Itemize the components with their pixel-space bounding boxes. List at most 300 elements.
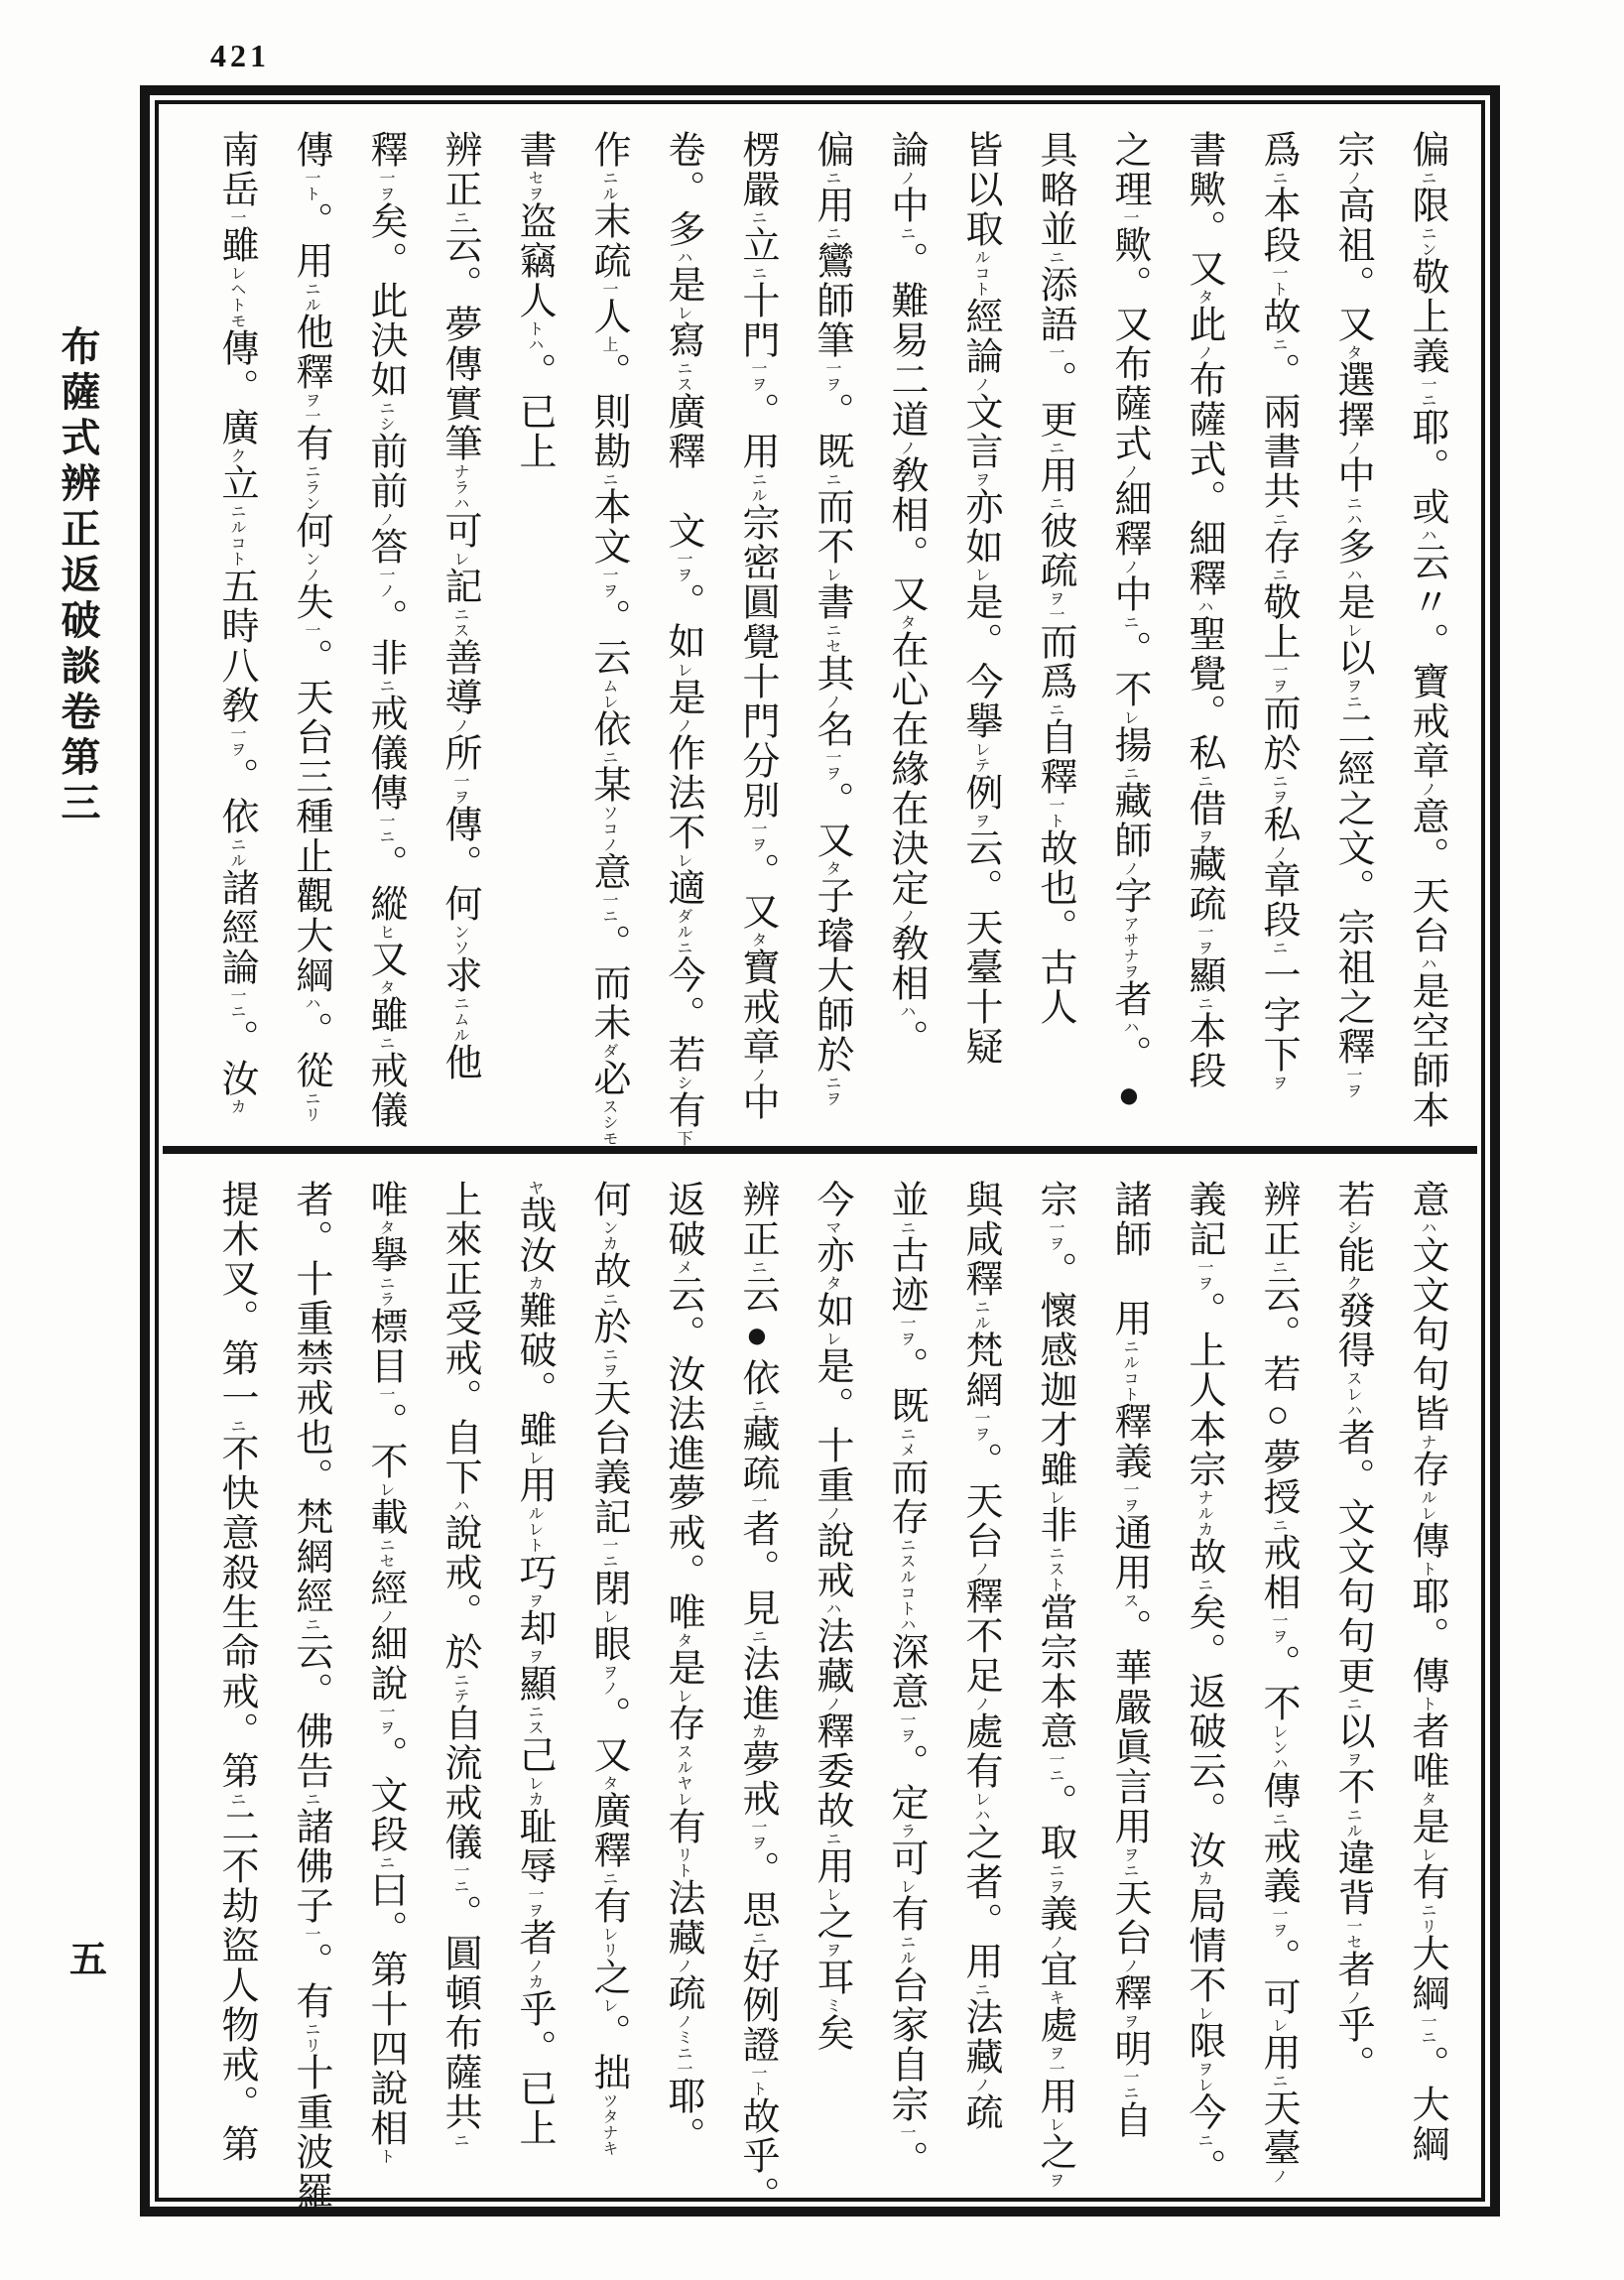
kunten-annotation: ヒ <box>377 924 394 940</box>
kunten-annotation: 一ヲ <box>823 749 840 781</box>
kunten-annotation: ノ <box>972 2077 989 2092</box>
text-area <box>163 108 1477 2216</box>
kunten-annotation: ニル <box>1344 1807 1361 1838</box>
kunten-annotation: ノ <box>823 1505 840 1521</box>
kunten-annotation: レリ <box>600 1926 617 1958</box>
text-column: 宗一ヲ。懷感迦才雖レ非ニスト當宗本意一ニ。取ニヲ義ノ宜キ處ヲ一用レ之ヲ <box>1034 1180 1075 2188</box>
kunten-annotation: ニラン <box>303 463 319 511</box>
kunten-annotation: ト <box>377 2148 394 2164</box>
kunten-annotation: ルレト <box>526 1505 543 1553</box>
kunten-annotation: ニ <box>228 1791 245 1807</box>
kunten-annotation: ニ <box>377 1854 394 1870</box>
kunten-annotation: ノ <box>1121 860 1138 876</box>
kunten-annotation: ニ <box>749 209 766 225</box>
kunten-annotation: ニ <box>1270 511 1287 527</box>
kunten-annotation: ヲ <box>972 813 989 828</box>
kunten-annotation: アサナヲ <box>1121 916 1138 979</box>
kunten-annotation: レ <box>1121 709 1138 725</box>
kunten-annotation: ノ <box>1344 1989 1361 2005</box>
kunten-annotation: ハ <box>303 995 319 1011</box>
text-column: 辨正ニ云●依ニ藏疏一者。見ニ法進カ夢戒一ヲ。思ニ好例證一ト故乎。 <box>736 1180 778 2216</box>
kunten-annotation: ニムル <box>451 995 468 1043</box>
kunten-annotation: ルコト <box>972 249 989 297</box>
kunten-annotation: 一ニ <box>1047 1751 1063 1783</box>
kunten-annotation: ノ <box>972 1561 989 1577</box>
kunten-annotation: ハ <box>1121 1019 1138 1035</box>
kunten-annotation: レ <box>377 1481 394 1497</box>
kunten-annotation: ス <box>1121 1592 1138 1608</box>
kunten-annotation: ニル <box>600 170 617 201</box>
kunten-annotation: ニ <box>228 1418 245 1434</box>
page-border-outer <box>140 85 1500 2217</box>
kunten-annotation: ムレ <box>600 678 617 709</box>
kunten-annotation: ハ <box>1419 955 1436 971</box>
kunten-annotation: ニル <box>228 836 245 868</box>
kunten-annotation: ニリ <box>303 2021 319 2053</box>
kunten-annotation: ニ <box>1270 170 1287 186</box>
kunten-annotation: スレハ <box>1344 1370 1361 1418</box>
text-column: 南岳一雖レヘトモ傳。廣ク立ニルコト五時八敎一ヲ。依ニル諸經論一ニ。汝カ <box>215 130 257 1114</box>
kunten-annotation: ニ <box>1047 249 1063 265</box>
kunten-annotation: 一ト <box>303 170 319 201</box>
kunten-annotation: レ <box>600 1997 617 2013</box>
kunten-annotation: ニメ <box>898 1426 915 1457</box>
kunten-annotation: ニテ <box>451 1672 468 1704</box>
kunten-annotation: ニヲ <box>600 1346 617 1378</box>
kunten-annotation: 一ヲ <box>1270 662 1287 694</box>
kunten-annotation: ニ <box>303 1791 319 1807</box>
kunten-annotation: ンカ <box>600 1219 617 1251</box>
kunten-annotation: 一 <box>303 1926 319 1942</box>
text-column: 楞嚴ニ立ニ十門一ヲ。用ニル宗密圓覺十門分別一ヲ。又タ寶戒章ノ中 <box>736 130 778 1122</box>
text-column: 皆以取ルコト經論ノ文言ヲ亦如レ是。今擧レテ例ヲ云。天臺十疑 <box>959 130 1001 1067</box>
kunten-annotation: ニリ <box>1419 1902 1436 1934</box>
kunten-annotation: ニ <box>1047 495 1063 511</box>
kunten-annotation: ノ <box>1121 559 1138 574</box>
kunten-annotation: レ <box>1047 2116 1063 2132</box>
kunten-annotation: ニ <box>451 2132 468 2148</box>
kunten-annotation: ナラハ <box>451 463 468 511</box>
kunten-annotation: シ <box>1344 1219 1361 1235</box>
kunten-annotation: 一ト <box>749 2065 766 2096</box>
kunten-annotation: 一ヲ <box>377 1704 394 1735</box>
kunten-annotation: ニ <box>1121 614 1138 630</box>
kunten-annotation: ノ <box>1121 1958 1138 1973</box>
kunten-annotation: ニ <box>303 1616 319 1632</box>
kunten-annotation: シ <box>675 1075 691 1090</box>
kunten-annotation: ヲ <box>823 1942 840 1958</box>
kunten-annotation: 一ヲ <box>526 1886 543 1918</box>
kunten-annotation: ニ <box>1270 1811 1287 1827</box>
text-column: 諸師 用ニルコト釋義一ヲ通用ス。華嚴眞言用ヲニ天台ノ釋ヲ明一ニ自 <box>1108 1180 1150 2140</box>
kunten-annotation: ニン <box>1419 225 1436 257</box>
kunten-annotation: ニ <box>1270 1517 1287 1533</box>
kunten-annotation: ニルコト <box>1121 1338 1138 1402</box>
kunten-annotation: マ <box>823 1219 840 1235</box>
kunten-annotation: ノ <box>1121 463 1138 479</box>
lower-text-block <box>163 1180 1477 2216</box>
kunten-annotation: レンハ <box>1270 1723 1287 1771</box>
text-column: 辨正ニ云。夢傳實筆ナラハ可レ記ニス善導ノ所一ヲ傳。何ンソ求ニムル他 <box>438 130 480 1082</box>
kunten-annotation: ニス <box>451 606 468 638</box>
kunten-annotation: カ <box>1195 1870 1212 1886</box>
kunten-annotation: ノミニ一 <box>675 2013 691 2077</box>
text-column: 之理一歟。又布薩式ノ細釋ノ中ニ。不レ揚ニ藏師ノ字アサナヲ者ハ。● <box>1108 130 1150 1118</box>
kunten-annotation: レ <box>823 1886 840 1902</box>
kunten-annotation: 一ニ <box>377 813 394 844</box>
kunten-annotation: ニ <box>1121 765 1138 781</box>
kunten-annotation: ニシ <box>377 400 394 432</box>
kunten-annotation: 一ヲ <box>898 1711 915 1743</box>
text-column: 作ニル末疏一人上。則勘ニ本文一ヲ。云ムレ依ニ某ソコノ意一ニ。而未ダ必スシモ <box>587 130 629 1146</box>
kunten-annotation: 一セ <box>1344 1918 1361 1950</box>
text-column: 今マ亦タ如レ是。十重ノ說戒ハ法藏ノ釋委故ニ用レ之ヲ耳ミ矣 <box>811 1180 852 2053</box>
kunten-annotation: ノ <box>1344 170 1361 186</box>
kunten-annotation: ニハ <box>1344 495 1361 527</box>
kunten-annotation: ニヲ <box>1270 773 1287 805</box>
kunten-annotation: ク <box>228 447 245 463</box>
kunten-annotation: 一 <box>600 281 617 297</box>
kunten-annotation: 一ト <box>1270 265 1287 297</box>
text-column: 上來正受戒。自下ハ說戒。於ニテ自流戒儀一ニ。圓頓布薩共ニ <box>438 1180 480 2148</box>
kunten-annotation: ハ <box>675 249 691 265</box>
kunten-annotation: ニセ <box>823 622 840 654</box>
text-column: 卷。多ハ是レ寫ニス廣釋 文一ヲ。如レ是ノ作法不レ適ダルニ今。若シ有下 <box>662 130 703 1146</box>
kunten-annotation: ハ <box>1344 567 1361 582</box>
kunten-annotation: ノ <box>898 170 915 186</box>
kunten-annotation: ヲ <box>1047 2172 1063 2188</box>
kunten-annotation: レ <box>675 662 691 678</box>
text-column: 何ンカ故ニ於ニヲ天台義記一ニ閉レ眼ヲノ。又タ廣釋ニ有レリ之レ。拙ツタナキ <box>587 1180 629 2156</box>
kunten-annotation: 一 <box>303 622 319 638</box>
kunten-annotation: スルヤレ <box>675 1743 691 1807</box>
text-column: 書歟。又タ此ノ布薩式。細釋ハ聖覺。私ニ借ヲ藏疏一ヲ顯ニ本段 <box>1183 130 1224 1090</box>
kunten-annotation: 一ニ <box>1419 2013 1436 2045</box>
text-column: 釋一ヲ矣。此決如ニシ前前ノ答一ノ。非ニ戒儀傳一ニ。縱ヒ又タ雖ニ戒儀 <box>364 130 406 1130</box>
kunten-annotation: ニス <box>675 360 691 392</box>
text-column: 論ノ中ニ。難易二道ノ敎相。又タ在心在緣在決定ノ敎相ハ。 <box>885 130 927 1059</box>
kunten-annotation: ニ <box>749 1628 766 1644</box>
kunten-annotation: ニ <box>1195 1577 1212 1592</box>
text-column: 若シ能ク發得スレハ者。文文句句更ニ以ヲ不ニル違背一セ者ノ乎。 <box>1331 1180 1373 2085</box>
kunten-annotation: ニ <box>972 1981 989 1997</box>
kunten-annotation: 一ヲ <box>749 1819 766 1850</box>
kunten-annotation: ニ <box>749 1398 766 1414</box>
kunten-annotation: ミ <box>823 1997 840 2013</box>
kunten-annotation: ト <box>1419 1561 1436 1577</box>
kunten-annotation: レ <box>675 852 691 868</box>
kunten-annotation: ラ <box>898 1823 915 1838</box>
kunten-annotation: レ <box>898 1878 915 1894</box>
kunten-annotation: ンノ <box>303 551 319 582</box>
kunten-annotation: 一ヲ <box>1121 1481 1138 1513</box>
kunten-annotation: 一ヲ <box>1344 1067 1361 1098</box>
kunten-annotation: カ <box>526 1275 543 1291</box>
kunten-annotation: ハ <box>898 1003 915 1019</box>
kunten-annotation: 一 <box>1121 209 1138 225</box>
kunten-annotation: ツタナキ <box>600 2092 617 2156</box>
kunten-annotation: ヲ <box>526 1592 543 1608</box>
kunten-annotation: レ <box>675 1688 691 1704</box>
kunten-annotation: 一ヲ <box>377 170 394 201</box>
kunten-annotation: ニ <box>1047 440 1063 455</box>
kunten-annotation: ヲ一 <box>1047 2045 1063 2077</box>
kunten-annotation: 一ヲ <box>972 1410 989 1442</box>
kunten-annotation: ヲニ <box>1344 678 1361 709</box>
kunten-annotation: 一ヲ <box>749 360 766 392</box>
kunten-annotation: セヲ <box>526 170 543 201</box>
kunten-annotation: ノ <box>898 440 915 455</box>
kunten-annotation: レ <box>451 551 468 567</box>
kunten-annotation: 一ニ <box>228 987 245 1019</box>
kunten-annotation: ニ <box>749 265 766 281</box>
kunten-annotation: 一ニ <box>600 1537 617 1569</box>
text-column: 具略並ニ添語一。更ニ用ニ彼疏ヲ一而爲ニ自釋一ト故也。古人 <box>1034 130 1075 1027</box>
kunten-annotation: ニ <box>1344 1696 1361 1711</box>
kunten-annotation: ニヲ <box>1047 1862 1063 1894</box>
margin-running-title: 布薩式辨正返破談卷第三 <box>56 325 100 827</box>
text-column: 辨正ニ云。若○夢授ニ戒相一ヲ。不レンハ傳ニ戒義一ヲ。可レ用ニ天臺ノ <box>1257 1180 1299 2184</box>
text-column: 者。十重禁戒也。梵網經ニ云。佛告ニ諸佛子一。有ニリ十重波羅 <box>290 1180 331 2212</box>
kunten-annotation: タ <box>600 1775 617 1791</box>
kunten-annotation: ノ <box>823 694 840 709</box>
kunten-annotation: ニ <box>823 1831 840 1846</box>
kunten-annotation: 一ヲ <box>1270 1612 1287 1644</box>
kunten-annotation: レカ <box>526 1775 543 1807</box>
kunten-annotation: 一ニ <box>451 1862 468 1894</box>
kunten-annotation: 一ヲ <box>823 360 840 392</box>
kunten-annotation: レテ <box>972 741 989 773</box>
kunten-annotation: ニ <box>1195 773 1212 789</box>
kunten-annotation: タ <box>675 1632 691 1648</box>
kunten-annotation: カ <box>749 1723 766 1739</box>
text-column: 偏ニ用ニ鸞師筆一ヲ。既ニ而不レ書ニセ其ノ名一ヲ。又タ子璿大師於ニヲ <box>811 130 852 1106</box>
kunten-annotation: 一 <box>898 2124 915 2140</box>
kunten-annotation: 一ノ <box>377 567 394 598</box>
kunten-annotation: ニ <box>377 678 394 694</box>
kunten-annotation: ノ <box>972 376 989 392</box>
kunten-annotation: ソコノ <box>600 805 617 852</box>
kunten-annotation: ンソ <box>451 924 468 955</box>
kunten-annotation: ニル <box>749 471 766 503</box>
kunten-annotation: ノ <box>451 717 468 733</box>
kunten-annotation: ノ <box>675 717 691 733</box>
block-divider-rule <box>163 1146 1477 1154</box>
kunten-annotation: 一ヲ <box>1195 1259 1212 1291</box>
kunten-annotation: ニ <box>600 1870 617 1886</box>
upper-text-block <box>163 130 1477 1146</box>
kunten-annotation: タ <box>749 932 766 948</box>
kunten-annotation: 一ヲ <box>600 567 617 598</box>
kunten-annotation: ノ <box>377 511 394 527</box>
kunten-annotation: ヲ <box>1270 1075 1287 1090</box>
kunten-annotation: ノ <box>377 1608 394 1624</box>
kunten-annotation: ノ <box>1195 344 1212 360</box>
kunten-annotation: ノ <box>675 1958 691 1973</box>
kunten-annotation: ヲノ <box>600 1664 617 1696</box>
kunten-annotation: タ <box>377 1219 394 1235</box>
kunten-annotation: ヲ <box>526 1648 543 1664</box>
kunten-annotation: 一ヲ <box>451 773 468 805</box>
kunten-annotation: レ <box>1270 2017 1287 2033</box>
kunten-annotation: ニ <box>1195 995 1212 1011</box>
kunten-annotation: タ <box>377 979 394 995</box>
text-column: 偏ニ限ニン敬上義一ニ耶。或ハ云〃。寶戒章ノ意。天台ハ是空師本 <box>1406 130 1447 1130</box>
text-column: 並ニ古迹一ヲ。既ニメ而存ニスルコトハ深意一ヲ。定ラ可レ有ニル台家自宗一。 <box>885 1180 927 2180</box>
kunten-annotation: タ <box>823 1275 840 1291</box>
kunten-annotation: 上 <box>600 336 617 352</box>
kunten-annotation: ニ <box>1047 701 1063 717</box>
kunten-annotation: ヲ一 <box>1047 590 1063 622</box>
kunten-annotation: ノ <box>1270 2168 1287 2184</box>
kunten-annotation: ノ <box>1344 440 1361 455</box>
kunten-annotation: 一ニ <box>1419 376 1436 408</box>
kunten-annotation: ハ <box>1195 598 1212 614</box>
page-number: 421 <box>210 38 270 73</box>
kunten-annotation: レ <box>526 1450 543 1465</box>
kunten-annotation: ニ <box>898 225 915 241</box>
kunten-annotation: トハ <box>526 320 543 352</box>
text-column: 意ハ文文句句皆ナ存ルレ傳ト耶。傳ト者唯タ是レ有ニリ大綱一ニ。大綱 <box>1406 1180 1447 2164</box>
kunten-annotation: ノカ <box>526 1958 543 1989</box>
kunten-annotation: メ <box>675 1259 691 1275</box>
kunten-annotation: 一ヲ <box>675 551 691 582</box>
kunten-annotation: ヲ <box>972 471 989 487</box>
text-column: 爲ニ本段一ト故ニ。兩書共ニ存ニ敬上一ヲ而於ニヲ私ノ章段ニ一字下ヲ <box>1257 130 1299 1090</box>
kunten-annotation: ニ <box>1270 567 1287 582</box>
kunten-annotation: ニルコト <box>228 503 245 567</box>
text-column: 唯タ擧ニラ標目一。不レ載ニセ經ノ細說一ヲ。文段ニ曰。第十四說相ト <box>364 1180 406 2164</box>
kunten-annotation: ノ <box>1047 1934 1063 1950</box>
kunten-annotation: レヘトモ <box>228 265 245 328</box>
kunten-annotation: タ <box>1195 289 1212 305</box>
kunten-annotation: ニセ <box>377 1537 394 1569</box>
kunten-annotation: 一ヲ <box>1047 1219 1063 1251</box>
kunten-annotation: ニスト <box>1047 1545 1063 1592</box>
kunten-annotation: 一 <box>749 1493 766 1509</box>
kunten-annotation: ヲ <box>1344 1751 1361 1767</box>
kunten-annotation: ニ <box>1270 1259 1287 1275</box>
kunten-annotation: レ <box>1344 622 1361 638</box>
kunten-annotation: ハ <box>823 1600 840 1616</box>
kunten-annotation: ヲ <box>1121 2013 1138 2029</box>
kunten-annotation: ニラ <box>377 1275 394 1307</box>
kunten-annotation: 一ヲ <box>749 821 766 852</box>
kunten-annotation: ヲ一 <box>303 392 319 424</box>
kunten-annotation: レ <box>823 567 840 582</box>
kunten-annotation: ノ <box>823 1696 840 1711</box>
text-column: 返破メ云。汝法進夢戒。唯タ是レ存スルヤレ有リト法藏ノ疏ノミニ一耶。 <box>662 1180 703 2156</box>
kunten-annotation: ノ <box>972 1696 989 1711</box>
kunten-annotation: ニ <box>1270 940 1287 955</box>
kunten-annotation: ノ <box>1270 844 1287 860</box>
kunten-annotation: ク <box>1344 1275 1361 1291</box>
kunten-annotation: タ <box>1344 344 1361 360</box>
kunten-annotation: ニ <box>749 1930 766 1946</box>
kunten-annotation: ニル <box>898 1934 915 1965</box>
kunten-annotation: 一ニ <box>600 892 617 924</box>
kunten-annotation: ニ <box>823 225 840 241</box>
kunten-annotation: ニ <box>823 471 840 487</box>
text-column: 書セヲ盗竊人トハ。已上 <box>513 130 555 471</box>
kunten-annotation: ニ <box>823 170 840 186</box>
kunten-annotation: ニ <box>898 1219 915 1235</box>
text-column: 義記一ヲ。上人本宗ナルカ故ニ矣。返破云。汝カ局情不レ限ヲレ今ニ。 <box>1183 1180 1224 2188</box>
kunten-annotation: ニル <box>303 281 319 313</box>
text-column: 傳一ト。用ニル他釋ヲ一有ニラン何ンノ失一。天台三種止觀大綱ハ。從ニリ <box>290 130 331 1122</box>
kunten-annotation: 一ニ <box>1121 2069 1138 2100</box>
kunten-annotation: ニ <box>749 1259 766 1275</box>
kunten-annotation: ニス <box>526 1704 543 1735</box>
kunten-annotation: ノ <box>1419 781 1436 797</box>
kunten-annotation: ノ <box>898 908 915 924</box>
kunten-annotation: ニスルコトハ <box>898 1537 915 1632</box>
kunten-annotation: 一ヲ <box>1195 924 1212 955</box>
kunten-annotation: ナルカ <box>1195 1489 1212 1537</box>
kunten-annotation: リト <box>675 1846 691 1878</box>
kunten-annotation: ニ <box>600 471 617 487</box>
kunten-annotation: キ <box>1047 1989 1063 2005</box>
text-column: ヤ哉汝カ難破。雖レ用ルレト巧ヲ却ヲ顯ニス己レカ耻辱一ヲ者ノカ乎。已上 <box>513 1180 555 2148</box>
text-column: 與咸釋ニル梵網一ヲ。天台ノ釋不足ノ處有レハ之者。用ニ法藏ノ疏 <box>959 1180 1001 2132</box>
kunten-annotation: ダ <box>600 1043 617 1059</box>
kunten-annotation: ハ <box>1419 527 1436 543</box>
kunten-annotation: 一ヲ <box>898 1315 915 1346</box>
kunten-annotation: ノ <box>749 1067 766 1082</box>
text-column: 宗ノ高祖。又タ選擇ノ中ニハ多ハ是レ以ヲニ二經之文。宗祖之釋一ヲ <box>1331 130 1373 1098</box>
kunten-annotation: ニ <box>451 209 468 225</box>
kunten-annotation: レ <box>1047 1489 1063 1505</box>
kunten-annotation: ニ <box>1419 170 1436 186</box>
kunten-annotation: ニ <box>1270 336 1287 352</box>
kunten-annotation: ヲ <box>1195 828 1212 844</box>
kunten-annotation: ト <box>1419 1696 1436 1711</box>
kunten-annotation: ニ <box>377 1035 394 1051</box>
kunten-annotation: タ <box>1419 1791 1436 1807</box>
kunten-annotation: タ <box>898 614 915 630</box>
kunten-annotation: ルレ <box>1419 1489 1436 1521</box>
kunten-annotation: ダルニ <box>675 908 691 955</box>
kunten-annotation: レ <box>600 1608 617 1624</box>
kunten-annotation: ニヲ <box>823 1075 840 1106</box>
kunten-annotation: 一 <box>1047 344 1063 360</box>
kunten-annotation: タ <box>823 860 840 876</box>
kunten-annotation: 一 <box>377 1386 394 1402</box>
kunten-annotation: 一ト <box>1047 797 1063 828</box>
kunten-annotation: ナ <box>1419 1434 1436 1450</box>
kunten-annotation: ニ <box>1195 2132 1212 2148</box>
kunten-annotation: レ <box>823 1330 840 1346</box>
kunten-annotation: 一ヲ <box>1270 1906 1287 1938</box>
folio-marker: 五 <box>69 1940 108 1981</box>
kunten-annotation: レ <box>1195 2005 1212 2021</box>
kunten-annotation: ハ <box>1419 1219 1436 1235</box>
kunten-annotation: ハ <box>451 1497 468 1513</box>
kunten-annotation: ヲレ <box>1195 2061 1212 2092</box>
kunten-annotation: ニ <box>600 749 617 765</box>
kunten-annotation: ヤ <box>526 1180 543 1196</box>
kunten-annotation: レ <box>972 567 989 582</box>
kunten-annotation: レ <box>1419 1846 1436 1862</box>
kunten-annotation: スシモ <box>600 1098 617 1146</box>
kunten-annotation: レ <box>675 305 691 320</box>
kunten-annotation: ヲニ <box>1121 1846 1138 1878</box>
kunten-annotation: 下 <box>675 1130 691 1146</box>
kunten-annotation: ニリ <box>303 1090 319 1122</box>
page-border-inner <box>155 100 1485 2216</box>
kunten-annotation: 一 <box>228 209 245 225</box>
kunten-annotation: レハ <box>972 1791 989 1823</box>
